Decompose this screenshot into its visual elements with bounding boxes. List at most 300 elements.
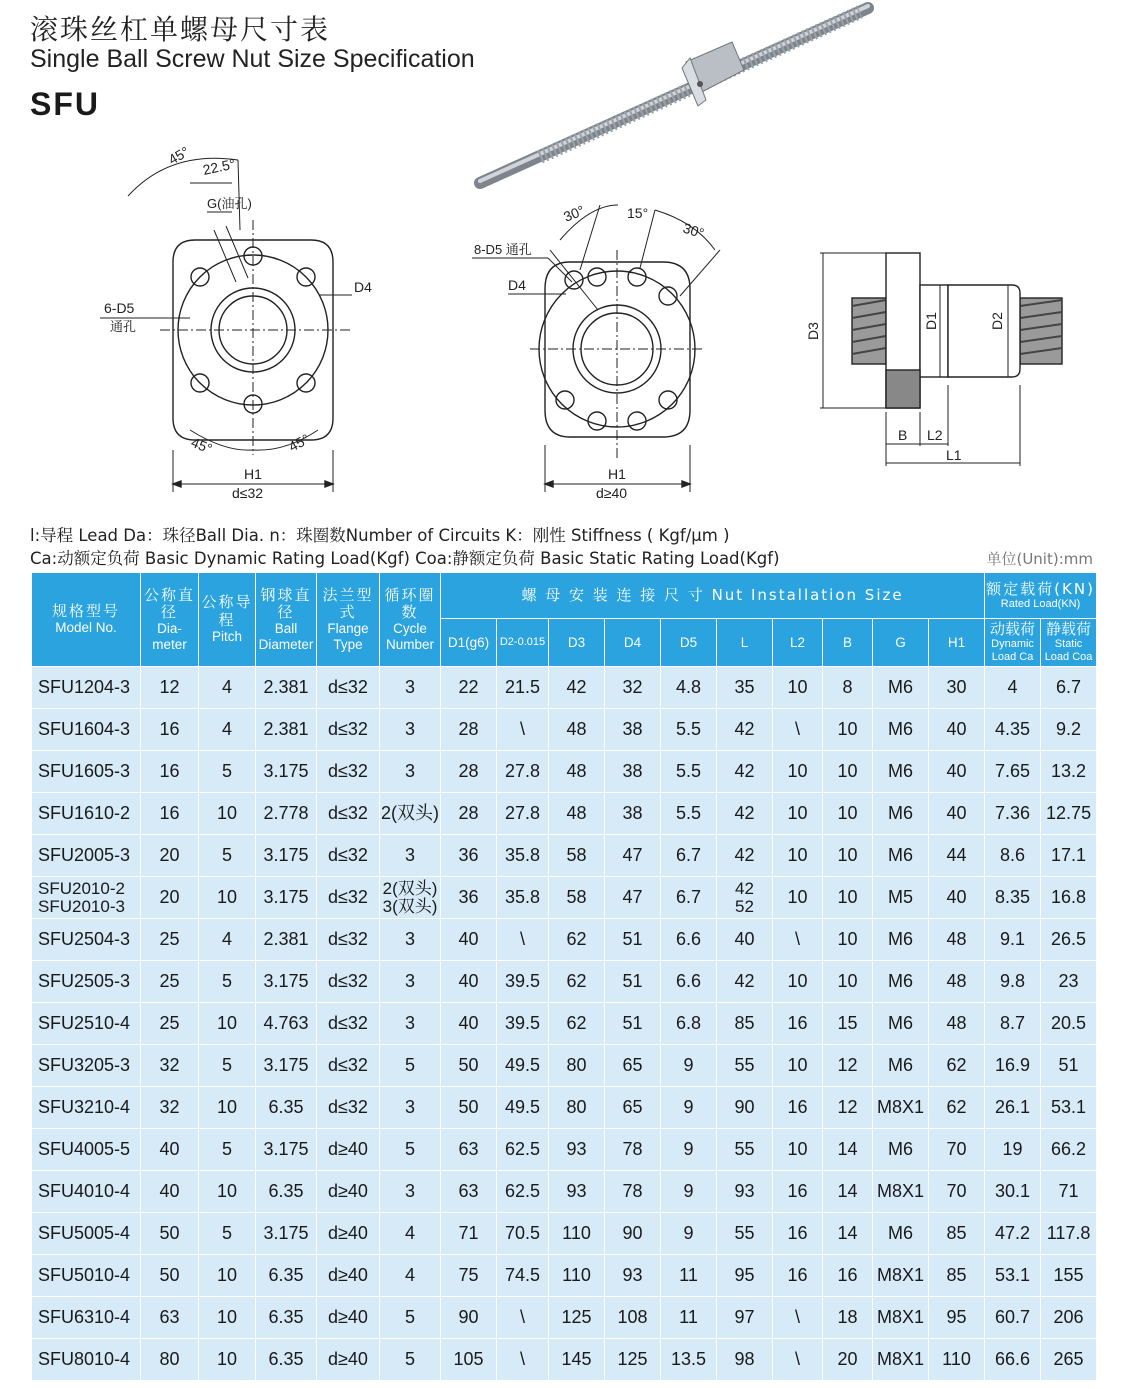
cell-diameter: 40 [141, 1171, 199, 1213]
cell-model: SFU3205-3 [32, 1045, 141, 1087]
cell-d1: 40 [441, 1003, 497, 1045]
cell-static-load: 26.5 [1041, 919, 1097, 961]
cell-d1: 63 [441, 1171, 497, 1213]
l2-label: L2 [927, 427, 943, 443]
table-row [32, 1213, 1097, 1255]
table-row [32, 1087, 1097, 1129]
header-pitch: 公称导程 Pitch [199, 573, 256, 667]
header-b: B [823, 619, 873, 667]
cell-ball-diameter: 6.35 [256, 1297, 317, 1339]
cell-g: M8X1 [873, 1297, 929, 1339]
cell-d5: 9 [661, 1213, 717, 1255]
cell-d1: 36 [441, 835, 497, 877]
header-l: L [717, 619, 773, 667]
cell-model: SFU3210-4 [32, 1087, 141, 1129]
table-row [32, 1255, 1097, 1297]
cell-pitch: 10 [199, 877, 256, 919]
header-d3: D3 [549, 619, 605, 667]
cell-d3: 145 [549, 1339, 605, 1381]
cell-d3: 110 [549, 1213, 605, 1255]
cell-ball-diameter: 3.175 [256, 961, 317, 1003]
cell-d1: 28 [441, 709, 497, 751]
cell-d1: 75 [441, 1255, 497, 1297]
cell-flange-type: d≤32 [317, 835, 380, 877]
cell-d2: 39.5 [497, 961, 549, 1003]
cell-d5: 9 [661, 1171, 717, 1213]
cell-dynamic-load: 66.6 [985, 1339, 1041, 1381]
cell-d3: 58 [549, 835, 605, 877]
cell-l2: 10 [773, 667, 823, 709]
header-d2: D2-0.015 [497, 619, 549, 667]
cell-cycle-number: 3 [380, 1003, 441, 1045]
cell-d4: 47 [605, 835, 661, 877]
cell-d5: 9 [661, 1087, 717, 1129]
cell-d3: 48 [549, 751, 605, 793]
cell-flange-type: d≤32 [317, 793, 380, 835]
header-l2: L2 [773, 619, 823, 667]
cell-d3: 62 [549, 961, 605, 1003]
cell-ball-diameter: 3.175 [256, 835, 317, 877]
cell-flange-type: d≥40 [317, 1255, 380, 1297]
cell-b: 10 [823, 709, 873, 751]
angle-30-right-label: 30° [681, 219, 707, 242]
cell-diameter: 16 [141, 709, 199, 751]
cell-ball-diameter: 6.35 [256, 1171, 317, 1213]
cell-dynamic-load: 8.35 [985, 877, 1041, 919]
cell-static-load: 155 [1041, 1255, 1097, 1297]
cell-d2: 74.5 [497, 1255, 549, 1297]
cell-l: 93 [717, 1171, 773, 1213]
cell-ball-diameter: 6.35 [256, 1087, 317, 1129]
cell-pitch: 5 [199, 1129, 256, 1171]
cell-d1: 36 [441, 877, 497, 919]
cell-diameter: 25 [141, 961, 199, 1003]
cell-d5: 9 [661, 1129, 717, 1171]
cell-l: 42 [717, 961, 773, 1003]
cell-h1: 110 [929, 1339, 985, 1381]
cell-pitch: 5 [199, 751, 256, 793]
cell-g: M6 [873, 667, 929, 709]
cell-l: 42 [717, 709, 773, 751]
cell-l: 55 [717, 1045, 773, 1087]
cell-diameter: 16 [141, 793, 199, 835]
cell-h1: 48 [929, 919, 985, 961]
cell-diameter: 63 [141, 1297, 199, 1339]
cell-d4: 78 [605, 1171, 661, 1213]
spec-table [31, 572, 1097, 1381]
cell-cycle-number: 3 [380, 709, 441, 751]
cell-g: M6 [873, 961, 929, 1003]
cell-diameter: 25 [141, 919, 199, 961]
cell-ball-diameter: 3.175 [256, 1213, 317, 1255]
cell-l: 98 [717, 1339, 773, 1381]
cell-model: SFU5010-4 [32, 1255, 141, 1297]
cell-dynamic-load: 4 [985, 667, 1041, 709]
angle-45-top-label: 45° [165, 143, 192, 168]
cell-b: 20 [823, 1339, 873, 1381]
condition-d32: d≤32 [232, 485, 264, 501]
legend-line-2: Ca:动额定负荷 Basic Dynamic Rating Load(Kgf) Coa:静额定负荷 Basic Static Rating Load(Kgf) [30, 549, 780, 568]
cell-diameter: 32 [141, 1045, 199, 1087]
header-d5: D5 [661, 619, 717, 667]
cell-d3: 48 [549, 709, 605, 751]
cell-d2: 21.5 [497, 667, 549, 709]
cell-l: 90 [717, 1087, 773, 1129]
cell-h1: 62 [929, 1087, 985, 1129]
cell-pitch: 10 [199, 1003, 256, 1045]
cell-diameter: 12 [141, 667, 199, 709]
header-diameter: 公称直径 Dia-meter [141, 573, 199, 667]
cell-d3: 62 [549, 919, 605, 961]
cell-l: 55 [717, 1213, 773, 1255]
cell-b: 14 [823, 1129, 873, 1171]
legend-line-1: l:导程 Lead Da：珠径Ball Dia. n：珠圈数Number of Circuits K：刚性 Stiffness ( Kgf/μm ) [30, 526, 730, 545]
h1-label-middle: H1 [608, 466, 626, 482]
cell-g: M6 [873, 751, 929, 793]
cell-l2: 10 [773, 835, 823, 877]
cell-b: 10 [823, 835, 873, 877]
cell-g: M6 [873, 1045, 929, 1087]
cell-ball-diameter: 2.381 [256, 709, 317, 751]
cell-h1: 95 [929, 1297, 985, 1339]
cell-diameter: 16 [141, 751, 199, 793]
cell-d1: 71 [441, 1213, 497, 1255]
table-row [32, 835, 1097, 877]
cell-model: SFU6310-4 [32, 1297, 141, 1339]
cell-b: 14 [823, 1213, 873, 1255]
d4-label-left: D4 [354, 279, 372, 295]
cell-flange-type: d≤32 [317, 961, 380, 1003]
cell-g: M6 [873, 1213, 929, 1255]
cell-static-load: 13.2 [1041, 751, 1097, 793]
cell-b: 16 [823, 1255, 873, 1297]
cell-pitch: 10 [199, 1255, 256, 1297]
cell-h1: 70 [929, 1129, 985, 1171]
cell-d2: 27.8 [497, 751, 549, 793]
cell-dynamic-load: 60.7 [985, 1297, 1041, 1339]
table-row [32, 751, 1097, 793]
cell-d2: 49.5 [497, 1087, 549, 1129]
cell-d5: 6.6 [661, 961, 717, 1003]
cell-diameter: 50 [141, 1213, 199, 1255]
cell-b: 10 [823, 751, 873, 793]
cell-dynamic-load: 19 [985, 1129, 1041, 1171]
cell-d1: 40 [441, 961, 497, 1003]
cell-model: SFU1604-3 [32, 709, 141, 751]
cell-flange-type: d≥40 [317, 1171, 380, 1213]
angle-15-label: 15° [627, 205, 649, 221]
cell-h1: 70 [929, 1171, 985, 1213]
d2-label: D2 [989, 312, 1005, 330]
cell-b: 10 [823, 919, 873, 961]
oil-hole-label: G(油孔) [207, 196, 252, 211]
cell-h1: 40 [929, 751, 985, 793]
cell-static-load: 20.5 [1041, 1003, 1097, 1045]
cell-pitch: 4 [199, 709, 256, 751]
cell-flange-type: d≤32 [317, 667, 380, 709]
cell-d3: 80 [549, 1045, 605, 1087]
model-code: SFU [30, 86, 100, 122]
cell-l: 55 [717, 1129, 773, 1171]
cell-l: 95 [717, 1255, 773, 1297]
l1-label: L1 [946, 447, 962, 463]
cell-d2: \ [497, 919, 549, 961]
cell-cycle-number: 5 [380, 1045, 441, 1087]
cell-b: 12 [823, 1087, 873, 1129]
cell-d5: 5.5 [661, 793, 717, 835]
cell-static-load: 51 [1041, 1045, 1097, 1087]
cell-d2: 39.5 [497, 1003, 549, 1045]
cell-d4: 125 [605, 1339, 661, 1381]
header-nut-installation: 螺 母 安 装 连 接 尺 寸 Nut Installation Size [441, 573, 985, 619]
cell-d5: 4.8 [661, 667, 717, 709]
cell-l2: 16 [773, 1087, 823, 1129]
cell-static-load: 265 [1041, 1339, 1097, 1381]
table-row [32, 709, 1097, 751]
cell-d1: 50 [441, 1045, 497, 1087]
cell-pitch: 10 [199, 1297, 256, 1339]
cell-g: M6 [873, 709, 929, 751]
cell-flange-type: d≤32 [317, 1087, 380, 1129]
cell-flange-type: d≥40 [317, 1297, 380, 1339]
cell-d2: 49.5 [497, 1045, 549, 1087]
cell-b: 15 [823, 1003, 873, 1045]
cell-d1: 63 [441, 1129, 497, 1171]
cell-d4: 108 [605, 1297, 661, 1339]
cell-d2: 35.8 [497, 877, 549, 919]
cell-d1: 90 [441, 1297, 497, 1339]
cell-d1: 50 [441, 1087, 497, 1129]
cell-cycle-number: 2(双头) [380, 793, 441, 835]
h1-label-left: H1 [244, 466, 262, 482]
cell-h1: 85 [929, 1213, 985, 1255]
cell-ball-diameter: 2.381 [256, 667, 317, 709]
table-row [32, 961, 1097, 1003]
angle-45-bottom-right: 45° [285, 430, 313, 455]
cell-flange-type: d≤32 [317, 1045, 380, 1087]
cell-l2: \ [773, 919, 823, 961]
spec-table-body [32, 667, 1097, 1381]
cell-static-load: 53.1 [1041, 1087, 1097, 1129]
cell-l: 42 [717, 835, 773, 877]
cell-l2: \ [773, 709, 823, 751]
header-dynamic-load: 动载荷 Dynamic Load Ca [985, 619, 1041, 667]
cell-model: SFU2505-3 [32, 961, 141, 1003]
cell-dynamic-load: 7.36 [985, 793, 1041, 835]
table-row [32, 1045, 1097, 1087]
cell-model: SFU2005-3 [32, 835, 141, 877]
cell-d5: 6.8 [661, 1003, 717, 1045]
holes-8-d5-label: 8-D5 通孔 [474, 242, 532, 257]
header-static-load: 静载荷 Static Load Coa [1041, 619, 1097, 667]
cell-g: M6 [873, 919, 929, 961]
cell-static-load: 6.7 [1041, 667, 1097, 709]
angle-22-5-label: 22.5° [201, 155, 237, 178]
cell-pitch: 5 [199, 1045, 256, 1087]
cell-g: M5 [873, 877, 929, 919]
cell-model: SFU1204-3 [32, 667, 141, 709]
cell-b: 10 [823, 793, 873, 835]
cell-h1: 48 [929, 1003, 985, 1045]
cell-flange-type: d≤32 [317, 709, 380, 751]
cell-flange-type: d≤32 [317, 919, 380, 961]
cell-d4: 65 [605, 1087, 661, 1129]
cell-pitch: 5 [199, 835, 256, 877]
cell-d4: 51 [605, 919, 661, 961]
cell-pitch: 4 [199, 667, 256, 709]
cell-d2: 70.5 [497, 1213, 549, 1255]
cell-dynamic-load: 26.1 [985, 1087, 1041, 1129]
cell-cycle-number: 3 [380, 835, 441, 877]
cell-static-load: 17.1 [1041, 835, 1097, 877]
cell-d5: 9 [661, 1045, 717, 1087]
header-d1: D1(g6) [441, 619, 497, 667]
cell-l: 42 [717, 751, 773, 793]
cell-d3: 58 [549, 877, 605, 919]
cell-model: SFU4005-5 [32, 1129, 141, 1171]
cell-ball-diameter: 3.175 [256, 1129, 317, 1171]
cell-d2: \ [497, 709, 549, 751]
header-d4: D4 [605, 619, 661, 667]
cell-d3: 110 [549, 1255, 605, 1297]
cell-g: M6 [873, 793, 929, 835]
cell-dynamic-load: 8.7 [985, 1003, 1041, 1045]
cell-d2: 35.8 [497, 835, 549, 877]
cell-d2: 62.5 [497, 1129, 549, 1171]
cell-d1: 28 [441, 793, 497, 835]
cell-dynamic-load: 9.1 [985, 919, 1041, 961]
cell-d4: 65 [605, 1045, 661, 1087]
cell-d5: 6.7 [661, 835, 717, 877]
cell-ball-diameter: 3.175 [256, 877, 317, 919]
cell-diameter: 20 [141, 835, 199, 877]
cell-l2: 16 [773, 1003, 823, 1045]
cell-d4: 32 [605, 667, 661, 709]
cell-l2: \ [773, 1339, 823, 1381]
cell-cycle-number: 5 [380, 1297, 441, 1339]
condition-d40: d≥40 [596, 485, 628, 501]
d3-label: D3 [805, 322, 821, 340]
b-label: B [898, 427, 908, 443]
unit-label: 单位(Unit):mm [986, 550, 1093, 568]
cell-d3: 62 [549, 1003, 605, 1045]
cell-cycle-number: 4 [380, 1255, 441, 1297]
cell-flange-type: d≥40 [317, 1339, 380, 1381]
cell-ball-diameter: 6.35 [256, 1255, 317, 1297]
cell-static-load: 9.2 [1041, 709, 1097, 751]
cell-d3: 80 [549, 1087, 605, 1129]
cell-cycle-number: 5 [380, 1129, 441, 1171]
table-row [32, 1171, 1097, 1213]
page-title-cn: 滚珠丝杠单螺母尺寸表 [30, 13, 331, 46]
cell-d5: 5.5 [661, 751, 717, 793]
cell-d5: 13.5 [661, 1339, 717, 1381]
cell-cycle-number: 3 [380, 1171, 441, 1213]
cell-static-load: 23 [1041, 961, 1097, 1003]
header-rated-load: 额定载荷(KN) Rated Load(KN) [985, 573, 1097, 619]
cell-pitch: 10 [199, 793, 256, 835]
cell-l2: 10 [773, 1129, 823, 1171]
through-hole-label: 通孔 [110, 319, 137, 334]
cell-dynamic-load: 47.2 [985, 1213, 1041, 1255]
cell-d3: 125 [549, 1297, 605, 1339]
cell-d4: 38 [605, 709, 661, 751]
cell-dynamic-load: 7.65 [985, 751, 1041, 793]
cell-b: 12 [823, 1045, 873, 1087]
cell-l: 40 [717, 919, 773, 961]
angle-45-bottom-left: 45° [188, 433, 215, 457]
cell-d5: 5.5 [661, 709, 717, 751]
cell-static-load: 71 [1041, 1171, 1097, 1213]
d1-label: D1 [923, 312, 939, 330]
cell-static-load: 66.2 [1041, 1129, 1097, 1171]
cell-dynamic-load: 9.8 [985, 961, 1041, 1003]
cell-l: 35 [717, 667, 773, 709]
cell-dynamic-load: 8.6 [985, 835, 1041, 877]
cell-flange-type: d≤32 [317, 877, 380, 919]
header-ball-diameter: 钢球直径 Ball Diameter [256, 573, 317, 667]
technical-drawings [0, 0, 1127, 520]
cell-h1: 62 [929, 1045, 985, 1087]
cell-d4: 93 [605, 1255, 661, 1297]
cell-dynamic-load: 30.1 [985, 1171, 1041, 1213]
holes-6-d5-label: 6-D5 [104, 300, 135, 316]
cell-flange-type: d≥40 [317, 1129, 380, 1171]
header-flange-type: 法兰型式 Flange Type [317, 573, 380, 667]
cell-diameter: 20 [141, 877, 199, 919]
cell-h1: 40 [929, 877, 985, 919]
cell-ball-diameter: 4.763 [256, 1003, 317, 1045]
cell-pitch: 4 [199, 919, 256, 961]
cell-static-load: 12.75 [1041, 793, 1097, 835]
cell-ball-diameter: 2.381 [256, 919, 317, 961]
cell-diameter: 50 [141, 1255, 199, 1297]
cell-flange-type: d≤32 [317, 751, 380, 793]
d4-label-middle: D4 [508, 277, 526, 293]
cell-model: SFU5005-4 [32, 1213, 141, 1255]
cell-model: SFU1610-2 [32, 793, 141, 835]
cell-h1: 48 [929, 961, 985, 1003]
page-title-en: Single Ball Screw Nut Size Specification [30, 45, 475, 73]
cell-b: 8 [823, 667, 873, 709]
cell-model: SFU2010-2 SFU2010-3 [32, 877, 141, 919]
cell-d2: \ [497, 1297, 549, 1339]
cell-d4: 51 [605, 961, 661, 1003]
ball-screw-illustration [480, 6, 868, 183]
cell-model: SFU2504-3 [32, 919, 141, 961]
table-row [32, 793, 1097, 835]
cell-b: 10 [823, 877, 873, 919]
cell-diameter: 80 [141, 1339, 199, 1381]
table-row [32, 877, 1097, 919]
cell-flange-type: d≥40 [317, 1213, 380, 1255]
cell-cycle-number: 3 [380, 667, 441, 709]
table-row [32, 1297, 1097, 1339]
cell-h1: 44 [929, 835, 985, 877]
cell-d3: 93 [549, 1129, 605, 1171]
cell-h1: 40 [929, 709, 985, 751]
cell-g: M8X1 [873, 1087, 929, 1129]
cell-d2: 27.8 [497, 793, 549, 835]
cell-model: SFU8010-4 [32, 1339, 141, 1381]
cell-l2: 10 [773, 961, 823, 1003]
cell-d4: 90 [605, 1213, 661, 1255]
cell-b: 10 [823, 961, 873, 1003]
cell-g: M8X1 [873, 1171, 929, 1213]
table-row [32, 1129, 1097, 1171]
cell-pitch: 10 [199, 1087, 256, 1129]
table-row [32, 1339, 1097, 1381]
